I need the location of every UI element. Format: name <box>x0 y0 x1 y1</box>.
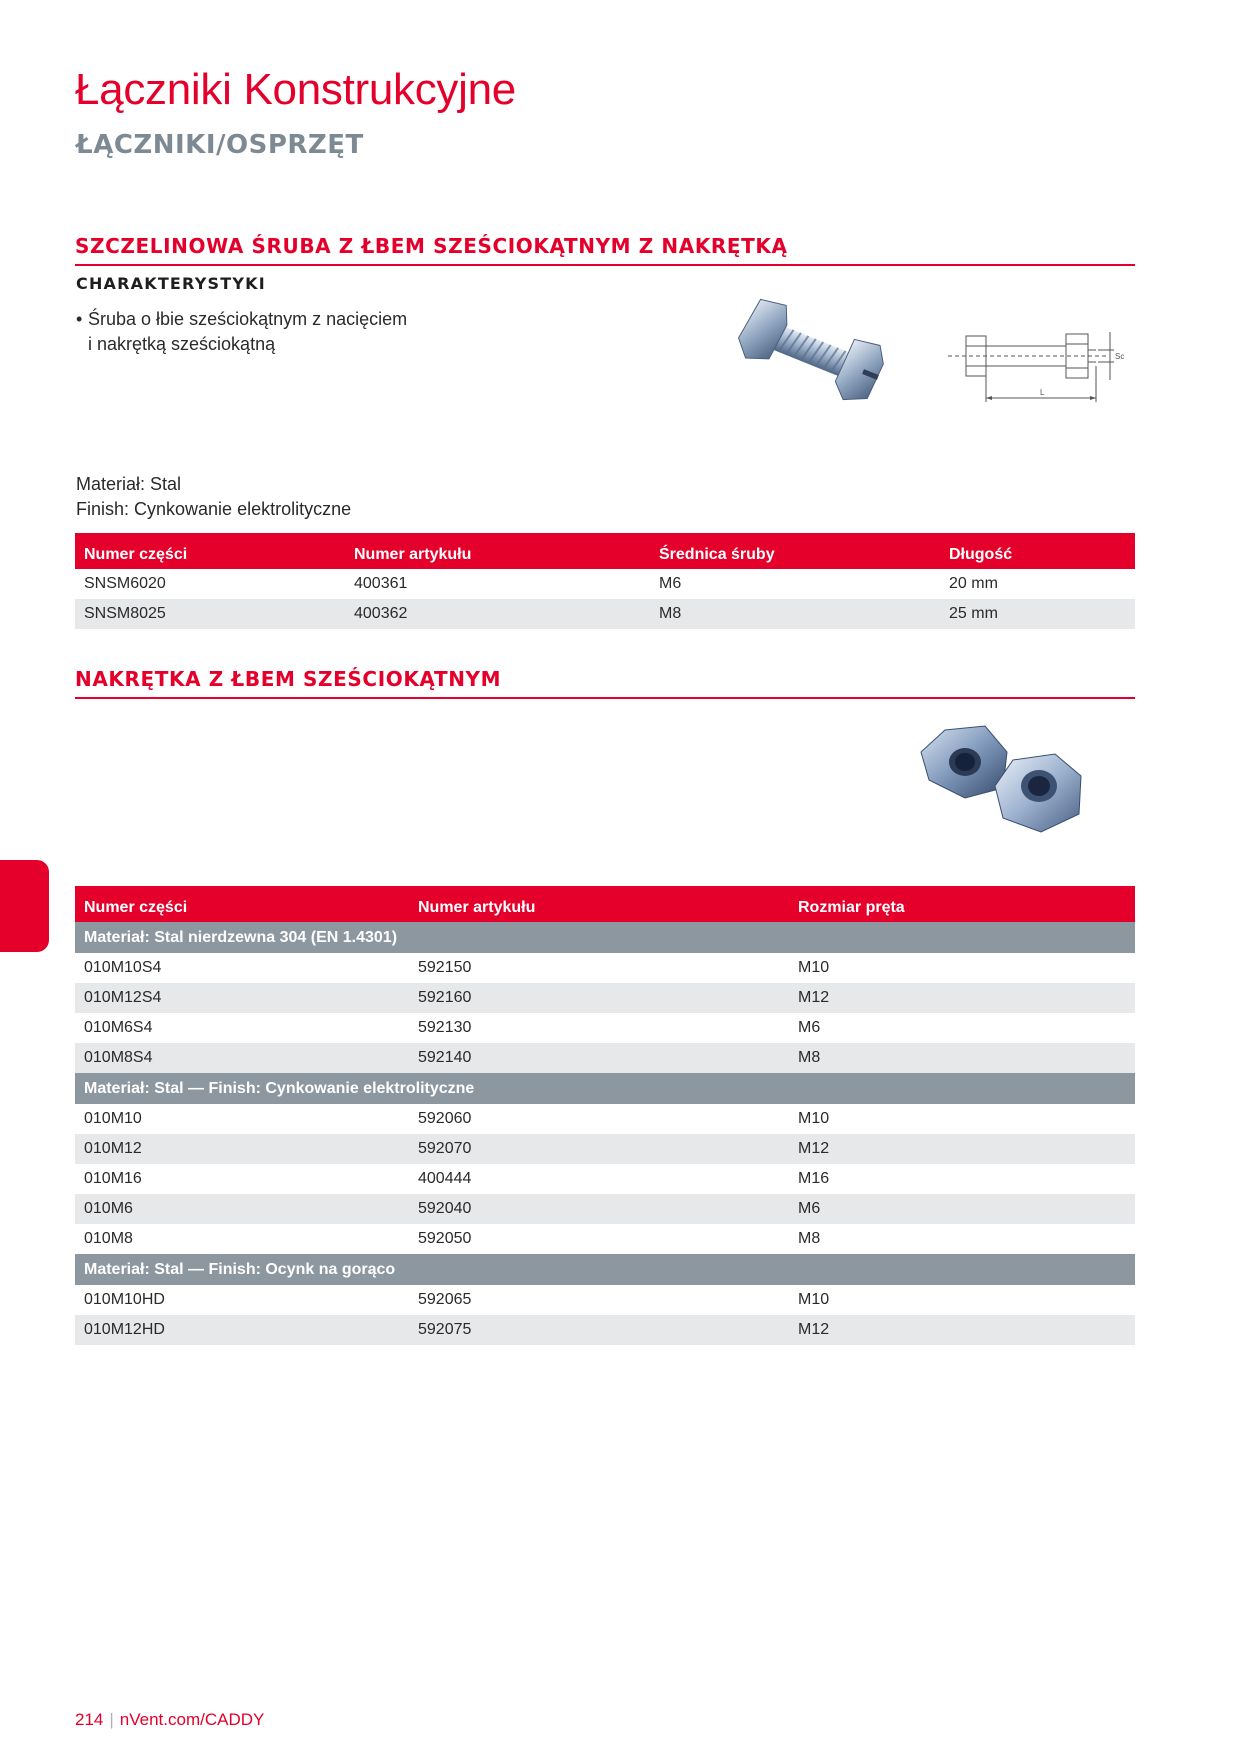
table-cell: 400362 <box>345 599 650 629</box>
table-row <box>75 1134 1135 1164</box>
table-cell: 592070 <box>409 1134 789 1164</box>
table-cell: M12 <box>789 1134 1135 1164</box>
table-cell: 400361 <box>354 575 408 592</box>
dimension-label-sc: Sc <box>1115 352 1125 361</box>
table-cell: M12 <box>789 983 1135 1013</box>
footer-separator: | <box>109 1710 114 1729</box>
table-cell: 010M6 <box>75 1194 409 1224</box>
table-cell: M8 <box>789 1043 1135 1073</box>
table-row <box>75 1194 1135 1224</box>
column-header: Średnica śruby <box>650 533 940 569</box>
page-number: 214 <box>75 1710 104 1729</box>
page-subtitle: ŁĄCZNIKI/OSPRZĘT <box>76 130 364 160</box>
table-cell: 592040 <box>409 1194 789 1224</box>
table-group-row <box>75 1073 1135 1104</box>
nut-spec-table <box>75 886 1135 1345</box>
bolt-spec-table <box>75 533 1135 629</box>
material-info <box>76 472 351 522</box>
characteristics-heading: CHARAKTERYSTYKI <box>76 274 266 293</box>
table-row <box>75 1013 1135 1043</box>
table-row <box>75 1043 1135 1073</box>
group-label: Materiał: Stal — Finish: Ocynk na gorąco <box>75 1254 1135 1285</box>
table-group-row <box>75 1254 1135 1285</box>
group-label: Materiał: Stal — Finish: Cynkowanie elektrolityczne <box>75 1073 1135 1104</box>
table-cell: M8 <box>650 599 940 629</box>
table-cell: 592075 <box>409 1315 789 1345</box>
column-header: Numer artykułu <box>409 886 789 922</box>
table-cell: 592050 <box>418 1230 472 1247</box>
table-cell: 010M6S4 <box>84 1019 153 1036</box>
column-header: Rozmiar pręta <box>789 886 1135 922</box>
table-row <box>75 953 1135 983</box>
table-cell: 010M10 <box>84 1110 142 1127</box>
table-cell: 592060 <box>418 1110 472 1127</box>
table-cell: 010M8 <box>84 1230 133 1247</box>
table-cell: M16 <box>798 1170 830 1187</box>
table-header-row <box>75 886 1135 922</box>
table-row <box>75 1164 1135 1194</box>
table-header-row <box>75 533 1135 569</box>
hex-nut-photo <box>915 722 1095 842</box>
bullet-dot-icon: • <box>76 309 83 329</box>
characteristics-list <box>76 307 456 357</box>
bolt-technical-drawing <box>948 322 1138 406</box>
table-cell: 592065 <box>418 1291 472 1308</box>
table-cell: M10 <box>798 1110 830 1127</box>
section-side-tab <box>0 860 49 952</box>
table-cell: 010M10S4 <box>84 959 162 976</box>
table-cell: 592130 <box>418 1019 472 1036</box>
table-row <box>75 569 1135 599</box>
table-cell: 010M12HD <box>75 1315 409 1345</box>
dimension-label-l: L <box>1040 388 1045 397</box>
material-line: Materiał: Stal <box>76 474 182 494</box>
footer-site-link[interactable]: nVent.com/CADDY <box>119 1710 265 1729</box>
column-header: Numer artykułu <box>345 533 650 569</box>
column-header: Długość <box>940 533 1135 569</box>
table-row <box>75 1224 1135 1254</box>
table-cell: M8 <box>798 1230 821 1247</box>
table-cell: 010M12S4 <box>75 983 409 1013</box>
table-cell: 010M12 <box>75 1134 409 1164</box>
finish-line: Finish: Cynkowanie elektrolityczne <box>76 499 352 519</box>
table-cell: 25 mm <box>940 599 1135 629</box>
section-heading-slotted-bolt: SZCZELINOWA ŚRUBA Z ŁBEM SZEŚCIOKĄTNYM Z NAKRĘTKĄ <box>75 234 1135 266</box>
table-cell: 010M16 <box>84 1170 142 1187</box>
table-cell: 592160 <box>409 983 789 1013</box>
group-label: Materiał: Stal nierdzewna 304 (EN 1.4301) <box>75 922 1135 953</box>
bullet-item: • Śruba o łbie sześciokątnym z nacięciem <box>76 307 456 332</box>
table-cell: 010M10HD <box>84 1291 165 1308</box>
table-cell: 20 mm <box>949 575 998 592</box>
table-cell: M12 <box>789 1315 1135 1345</box>
section-heading-hex-nut: NAKRĘTKA Z ŁBEM SZEŚCIOKĄTNYM <box>75 667 1135 699</box>
table-cell: M6 <box>659 575 682 592</box>
page-footer <box>75 1710 264 1730</box>
table-cell: M10 <box>798 1291 830 1308</box>
table-cell: 592140 <box>409 1043 789 1073</box>
page-title: Łączniki Konstrukcyjne <box>75 65 516 114</box>
table-row <box>75 983 1135 1013</box>
table-cell: 592150 <box>418 959 472 976</box>
table-cell: SNSM8025 <box>75 599 345 629</box>
slotted-bolt-photo <box>725 296 895 416</box>
column-header: Numer części <box>75 886 409 922</box>
table-group-row <box>75 922 1135 953</box>
table-cell: SNSM6020 <box>84 575 166 592</box>
table-row <box>75 599 1135 629</box>
table-cell: M10 <box>798 959 830 976</box>
table-row <box>75 1104 1135 1134</box>
table-cell: 010M8S4 <box>75 1043 409 1073</box>
table-row <box>75 1315 1135 1345</box>
table-row <box>75 1285 1135 1315</box>
column-header: Numer części <box>75 533 345 569</box>
table-cell: M6 <box>789 1194 1135 1224</box>
bullet-item-continuation: i nakrętką sześciokątną <box>88 334 276 354</box>
table-cell: 400444 <box>418 1170 472 1187</box>
table-cell: M6 <box>798 1019 821 1036</box>
